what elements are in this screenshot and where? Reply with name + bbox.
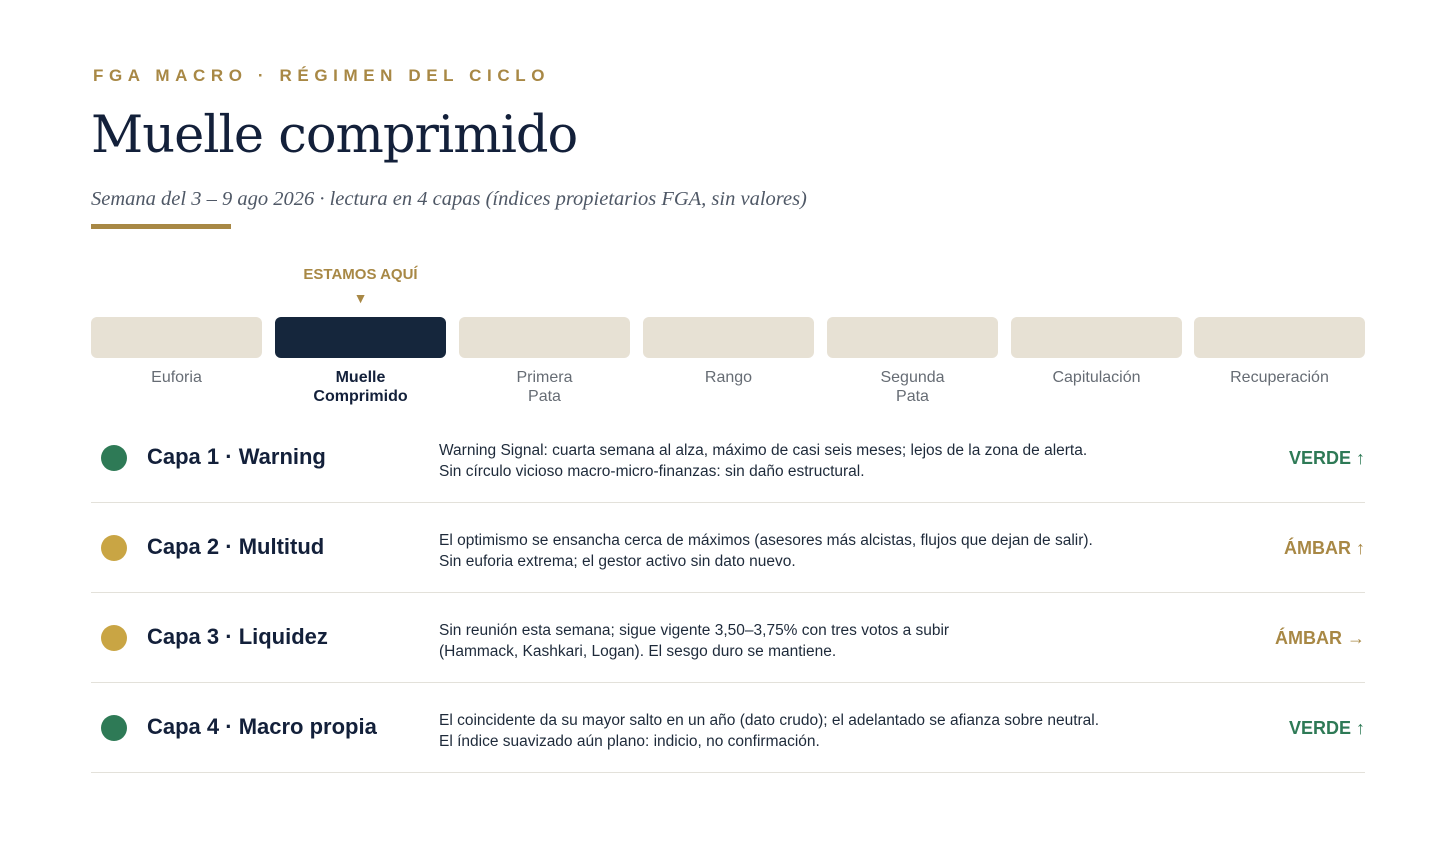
layer-description xyxy=(439,530,1093,572)
stage-primera-pata xyxy=(459,317,630,406)
stage-label: Capitulación xyxy=(1052,369,1141,386)
layer-row-4 xyxy=(91,683,1365,773)
layer-description xyxy=(439,620,949,662)
status-dot-icon xyxy=(101,715,127,741)
stage-euforia xyxy=(91,317,262,387)
stage-recuperacion xyxy=(1194,317,1365,387)
status-dot-icon xyxy=(101,445,127,471)
layer-name: Capa 2 · Multitud xyxy=(147,534,325,559)
stage-bar xyxy=(643,317,814,358)
layer-description-line: Sin círculo vicioso macro-micro-finanzas: sin daño estructural. xyxy=(439,463,865,480)
cycle-stages xyxy=(91,317,1365,407)
status-dot-icon xyxy=(101,625,127,651)
layer-description-line: El índice suavizado aún plano: indicio, no confirmación. xyxy=(439,733,820,750)
page-title: Muelle comprimido xyxy=(91,106,578,165)
status-dot-icon xyxy=(101,535,127,561)
stage-muelle-comprimido xyxy=(275,317,446,406)
stage-bar-active xyxy=(275,317,446,358)
stage-bar xyxy=(91,317,262,358)
layer-name: Capa 4 · Macro propia xyxy=(147,714,377,739)
layer-list xyxy=(91,413,1365,773)
current-stage-marker-label: ESTAMOS AQUÍ xyxy=(303,266,418,283)
layer-description xyxy=(439,710,1099,752)
stage-label: Primera Pata xyxy=(516,369,573,405)
status-badge: VERDE ↑ xyxy=(1288,448,1365,468)
layer-name: Capa 1 · Warning xyxy=(147,444,326,469)
page-subtitle: Semana del 3 – 9 ago 2026 · lectura en 4 capas (índices propietarios FGA, sin valores) xyxy=(91,188,807,210)
stage-rango xyxy=(643,317,814,387)
title-underline xyxy=(91,224,231,229)
stage-bar xyxy=(459,317,630,358)
stage-label: Recuperación xyxy=(1230,369,1329,386)
stage-label: Muelle Comprimido xyxy=(313,369,408,405)
stage-label: Rango xyxy=(704,369,753,386)
layer-description-line: Sin euforia extrema; el gestor activo sin dato nuevo. xyxy=(439,553,796,570)
layer-description-line: El coincidente da su mayor salto en un año (dato crudo); el adelantado se afianza sobre neutral. xyxy=(439,712,1100,729)
layer-row-1 xyxy=(91,413,1365,503)
layer-row-2 xyxy=(91,503,1365,593)
stage-bar xyxy=(827,317,998,358)
status-badge: ÁMBAR ↑ xyxy=(1284,538,1365,558)
layer-name: Capa 3 · Liquidez xyxy=(147,624,328,649)
status-badge: ÁMBAR → xyxy=(1275,628,1365,648)
layer-row-3 xyxy=(91,593,1365,683)
stage-label: Euforia xyxy=(151,369,202,386)
stage-bar xyxy=(1011,317,1182,358)
stage-bar xyxy=(1194,317,1365,358)
eyebrow-label: FGA MACRO · RÉGIMEN DEL CICLO xyxy=(93,66,551,85)
layer-description-line: El optimismo se ensancha cerca de máximos (asesores más alcistas, flujos que dejan de salir). xyxy=(439,532,1093,549)
stage-label: Segunda Pata xyxy=(880,369,945,405)
stage-capitulacion xyxy=(1011,317,1182,387)
layer-description xyxy=(439,440,1087,482)
layer-description-line: Sin reunión esta semana; sigue vigente 3,50–3,75% con tres votos a subir xyxy=(439,622,950,639)
status-badge: VERDE ↑ xyxy=(1288,718,1365,738)
layer-description-line: Warning Signal: cuarta semana al alza, máximo de casi seis meses; lejos de la zona de alerta. xyxy=(439,442,1088,459)
stage-segunda-pata xyxy=(827,317,998,406)
layer-description-line: (Hammack, Kashkari, Logan). El sesgo duro se mantiene. xyxy=(439,643,837,660)
down-triangle-icon: ▼ xyxy=(353,290,368,306)
